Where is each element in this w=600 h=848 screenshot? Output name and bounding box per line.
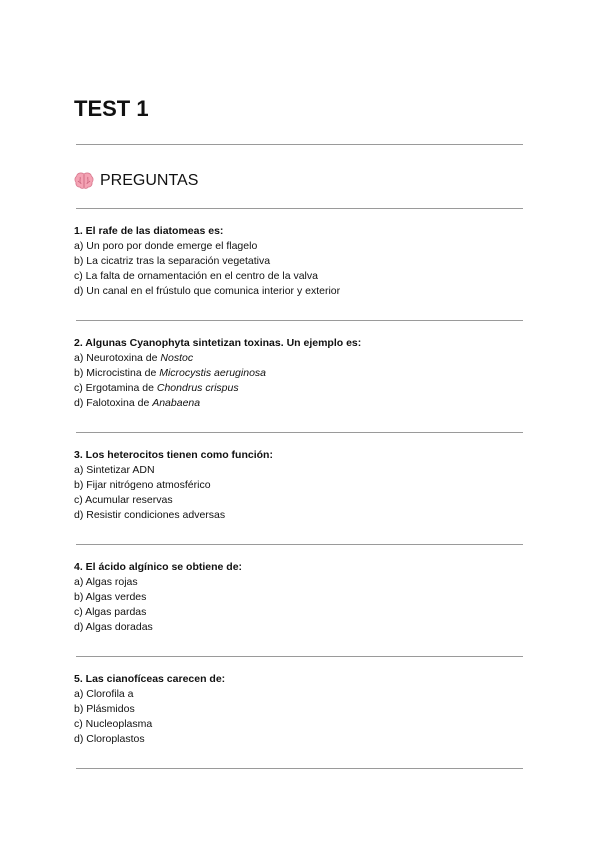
- question-stem: 4. El ácido algínico se obtiene de:: [74, 561, 243, 573]
- answer-option: d) Cloroplastos: [74, 733, 145, 745]
- answer-option: d) Algas doradas: [74, 621, 153, 633]
- answer-option: b) Microcistina de Microcystis aeruginosa: [74, 367, 266, 379]
- question-1: [74, 224, 340, 299]
- answer-option: c) Nucleoplasma: [74, 718, 153, 730]
- section-header: [74, 172, 198, 190]
- answer-option: c) Algas pardas: [74, 606, 147, 618]
- answer-option: c) Ergotamina de Chondrus crispus: [74, 382, 239, 394]
- answer-option: a) Neurotoxina de Nostoc: [74, 352, 194, 364]
- question-3: [74, 448, 273, 523]
- divider: [76, 768, 523, 769]
- answer-option: a) Algas rojas: [74, 576, 138, 588]
- answer-option: a) Sintetizar ADN: [74, 464, 155, 476]
- answer-option: d) Resistir condiciones adversas: [74, 509, 226, 521]
- answer-option: c) Acumular reservas: [74, 494, 173, 506]
- question-4: [74, 560, 242, 635]
- answer-option: b) La cicatriz tras la separación vegetativa: [74, 255, 271, 267]
- answer-option: b) Algas verdes: [74, 591, 147, 603]
- answer-option: a) Clorofila a: [74, 688, 134, 700]
- question-stem: 2. Algunas Cyanophyta sintetizan toxinas. Un ejemplo es:: [74, 337, 362, 349]
- question-stem: 1. El rafe de las diatomeas es:: [74, 225, 224, 237]
- divider: [76, 656, 523, 657]
- question-stem: 3. Los heterocitos tienen como función:: [74, 449, 273, 461]
- question-stem: 5. Las cianofíceas carecen de:: [74, 673, 226, 685]
- question-2: [74, 336, 361, 411]
- answer-option: b) Plásmidos: [74, 703, 135, 715]
- divider: [76, 432, 523, 433]
- divider: [76, 144, 523, 145]
- brain-icon: [74, 172, 94, 190]
- section-title: PREGUNTAS: [100, 172, 199, 189]
- answer-option: c) La falta de ornamentación en el centro de la valva: [74, 270, 318, 282]
- answer-option: b) Fijar nitrógeno atmosférico: [74, 479, 211, 491]
- question-5: [74, 672, 225, 747]
- divider: [76, 544, 523, 545]
- divider: [76, 320, 523, 321]
- answer-option: d) Un canal en el frústulo que comunica interior y exterior: [74, 285, 341, 297]
- answer-option: a) Un poro por donde emerge el flagelo: [74, 240, 258, 252]
- page-title: TEST 1: [74, 96, 149, 121]
- divider: [76, 208, 523, 209]
- answer-option: d) Falotoxina de Anabaena: [74, 397, 201, 409]
